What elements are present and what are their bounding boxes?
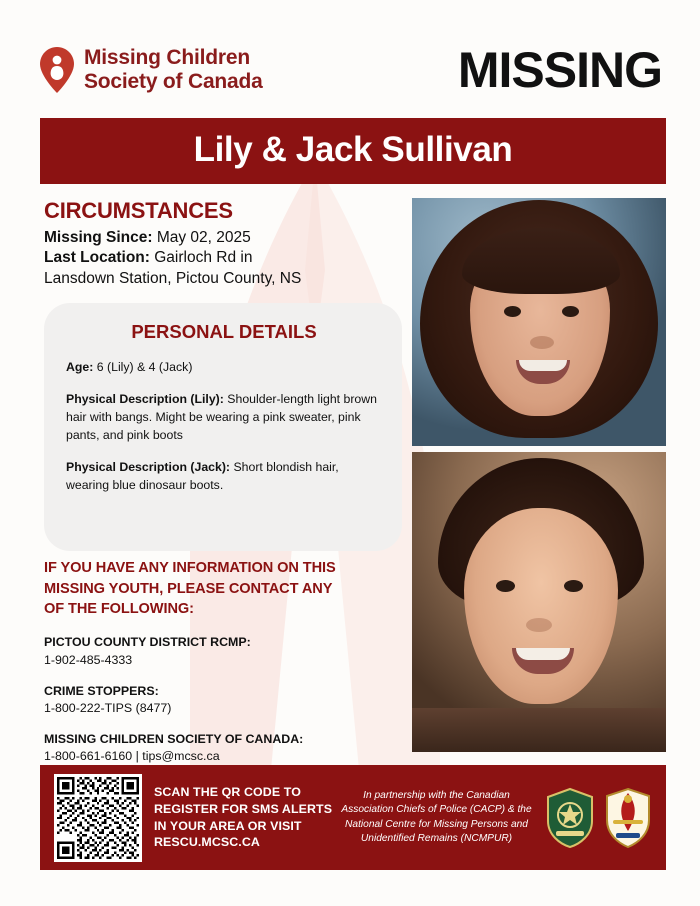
missing-headline: MISSING — [457, 42, 662, 98]
qr-text-line1: SCAN THE QR CODE TO — [154, 785, 301, 800]
description-jack-value: Short blondish hair, wearing blue dinosaur boots. — [66, 459, 339, 492]
qr-text-url[interactable]: RESCU.MCSC.CA — [154, 835, 260, 850]
photo-lily — [412, 198, 666, 446]
contact-value[interactable]: 1-800-222-TIPS (8477) — [44, 700, 172, 715]
contact-label: PICTOU COUNTY DISTRICT RCMP: — [44, 635, 251, 650]
qr-text-line3: IN YOUR AREA OR VISIT — [154, 818, 302, 833]
last-location-line-2: Lansdown Station, Pictou County, NS — [44, 269, 302, 287]
contact-heading — [44, 558, 394, 620]
contact-item-rcmp — [44, 634, 394, 669]
cacp-crest-icon — [544, 787, 596, 849]
missing-since-value: May 02, 2025 — [156, 229, 251, 246]
poster-footer — [40, 765, 666, 870]
description-lily-value: Shoulder-length light brown hair with bangs. Might be wearing a pink sweater, pink pants, and pink boots — [66, 392, 377, 442]
poster-header — [0, 0, 700, 112]
missing-since-label: Missing Since: — [44, 229, 153, 246]
contact-heading-line2: MISSING YOUTH, PLEASE CONTACT ANY — [44, 580, 333, 597]
last-location-value-1: Gairloch Rd in — [154, 249, 253, 267]
age-label: Age: — [66, 360, 94, 375]
names-band: Lily & Jack Sullivan — [40, 118, 666, 184]
contact-label: CRIME STOPPERS: — [44, 683, 159, 698]
photos-column — [412, 198, 666, 752]
photo-jack — [412, 452, 666, 752]
personal-details-title: PERSONAL DETAILS — [131, 321, 317, 343]
missing-since-line — [44, 228, 402, 248]
contact-label: MISSING CHILDREN SOCIETY OF CANADA: — [44, 731, 304, 746]
contact-section — [44, 558, 394, 779]
description-jack-block — [66, 459, 382, 495]
contact-value[interactable]: 1-902-485-4333 — [44, 652, 133, 667]
age-block — [66, 359, 382, 377]
org-logo — [40, 46, 263, 93]
contact-heading-line1: IF YOU HAVE ANY INFORMATION ON THIS — [44, 560, 336, 576]
description-lily-block — [66, 391, 382, 444]
circumstances-title: CIRCUMSTANCES — [44, 198, 233, 223]
org-name-line1: Missing Children — [84, 46, 250, 70]
qr-code-icon[interactable] — [54, 774, 142, 862]
description-lily-label: Physical Description (Lily): — [66, 392, 224, 407]
org-name — [84, 46, 263, 93]
contact-heading-line3: OF THE FOLLOWING: — [44, 601, 194, 618]
org-name-line2: Society of Canada — [84, 70, 263, 93]
last-location-label: Last Location: — [44, 249, 150, 267]
rcmp-crest-icon — [602, 787, 654, 849]
partnership-text: In partnership with the Canadian Association Chiefs of Police (CACP) & the National Centre for Missing Persons and Unidentified Remains (NCMPUR) — [341, 789, 532, 844]
contact-item-crime-stoppers — [44, 683, 394, 718]
contact-value[interactable]: 1-800-661-6160 | tips@mcsc.ca — [44, 749, 220, 764]
person-pin-logo-icon — [40, 47, 74, 93]
personal-details-card — [44, 303, 402, 551]
last-location-line — [44, 248, 402, 268]
qr-text-line2: REGISTER FOR SMS ALERTS — [154, 801, 333, 816]
contact-item-mcsc — [44, 731, 394, 766]
qr-instructions — [154, 784, 332, 850]
age-value: 6 (Lily) & 4 (Jack) — [96, 360, 193, 375]
description-jack-label: Physical Description (Jack): — [66, 459, 231, 474]
